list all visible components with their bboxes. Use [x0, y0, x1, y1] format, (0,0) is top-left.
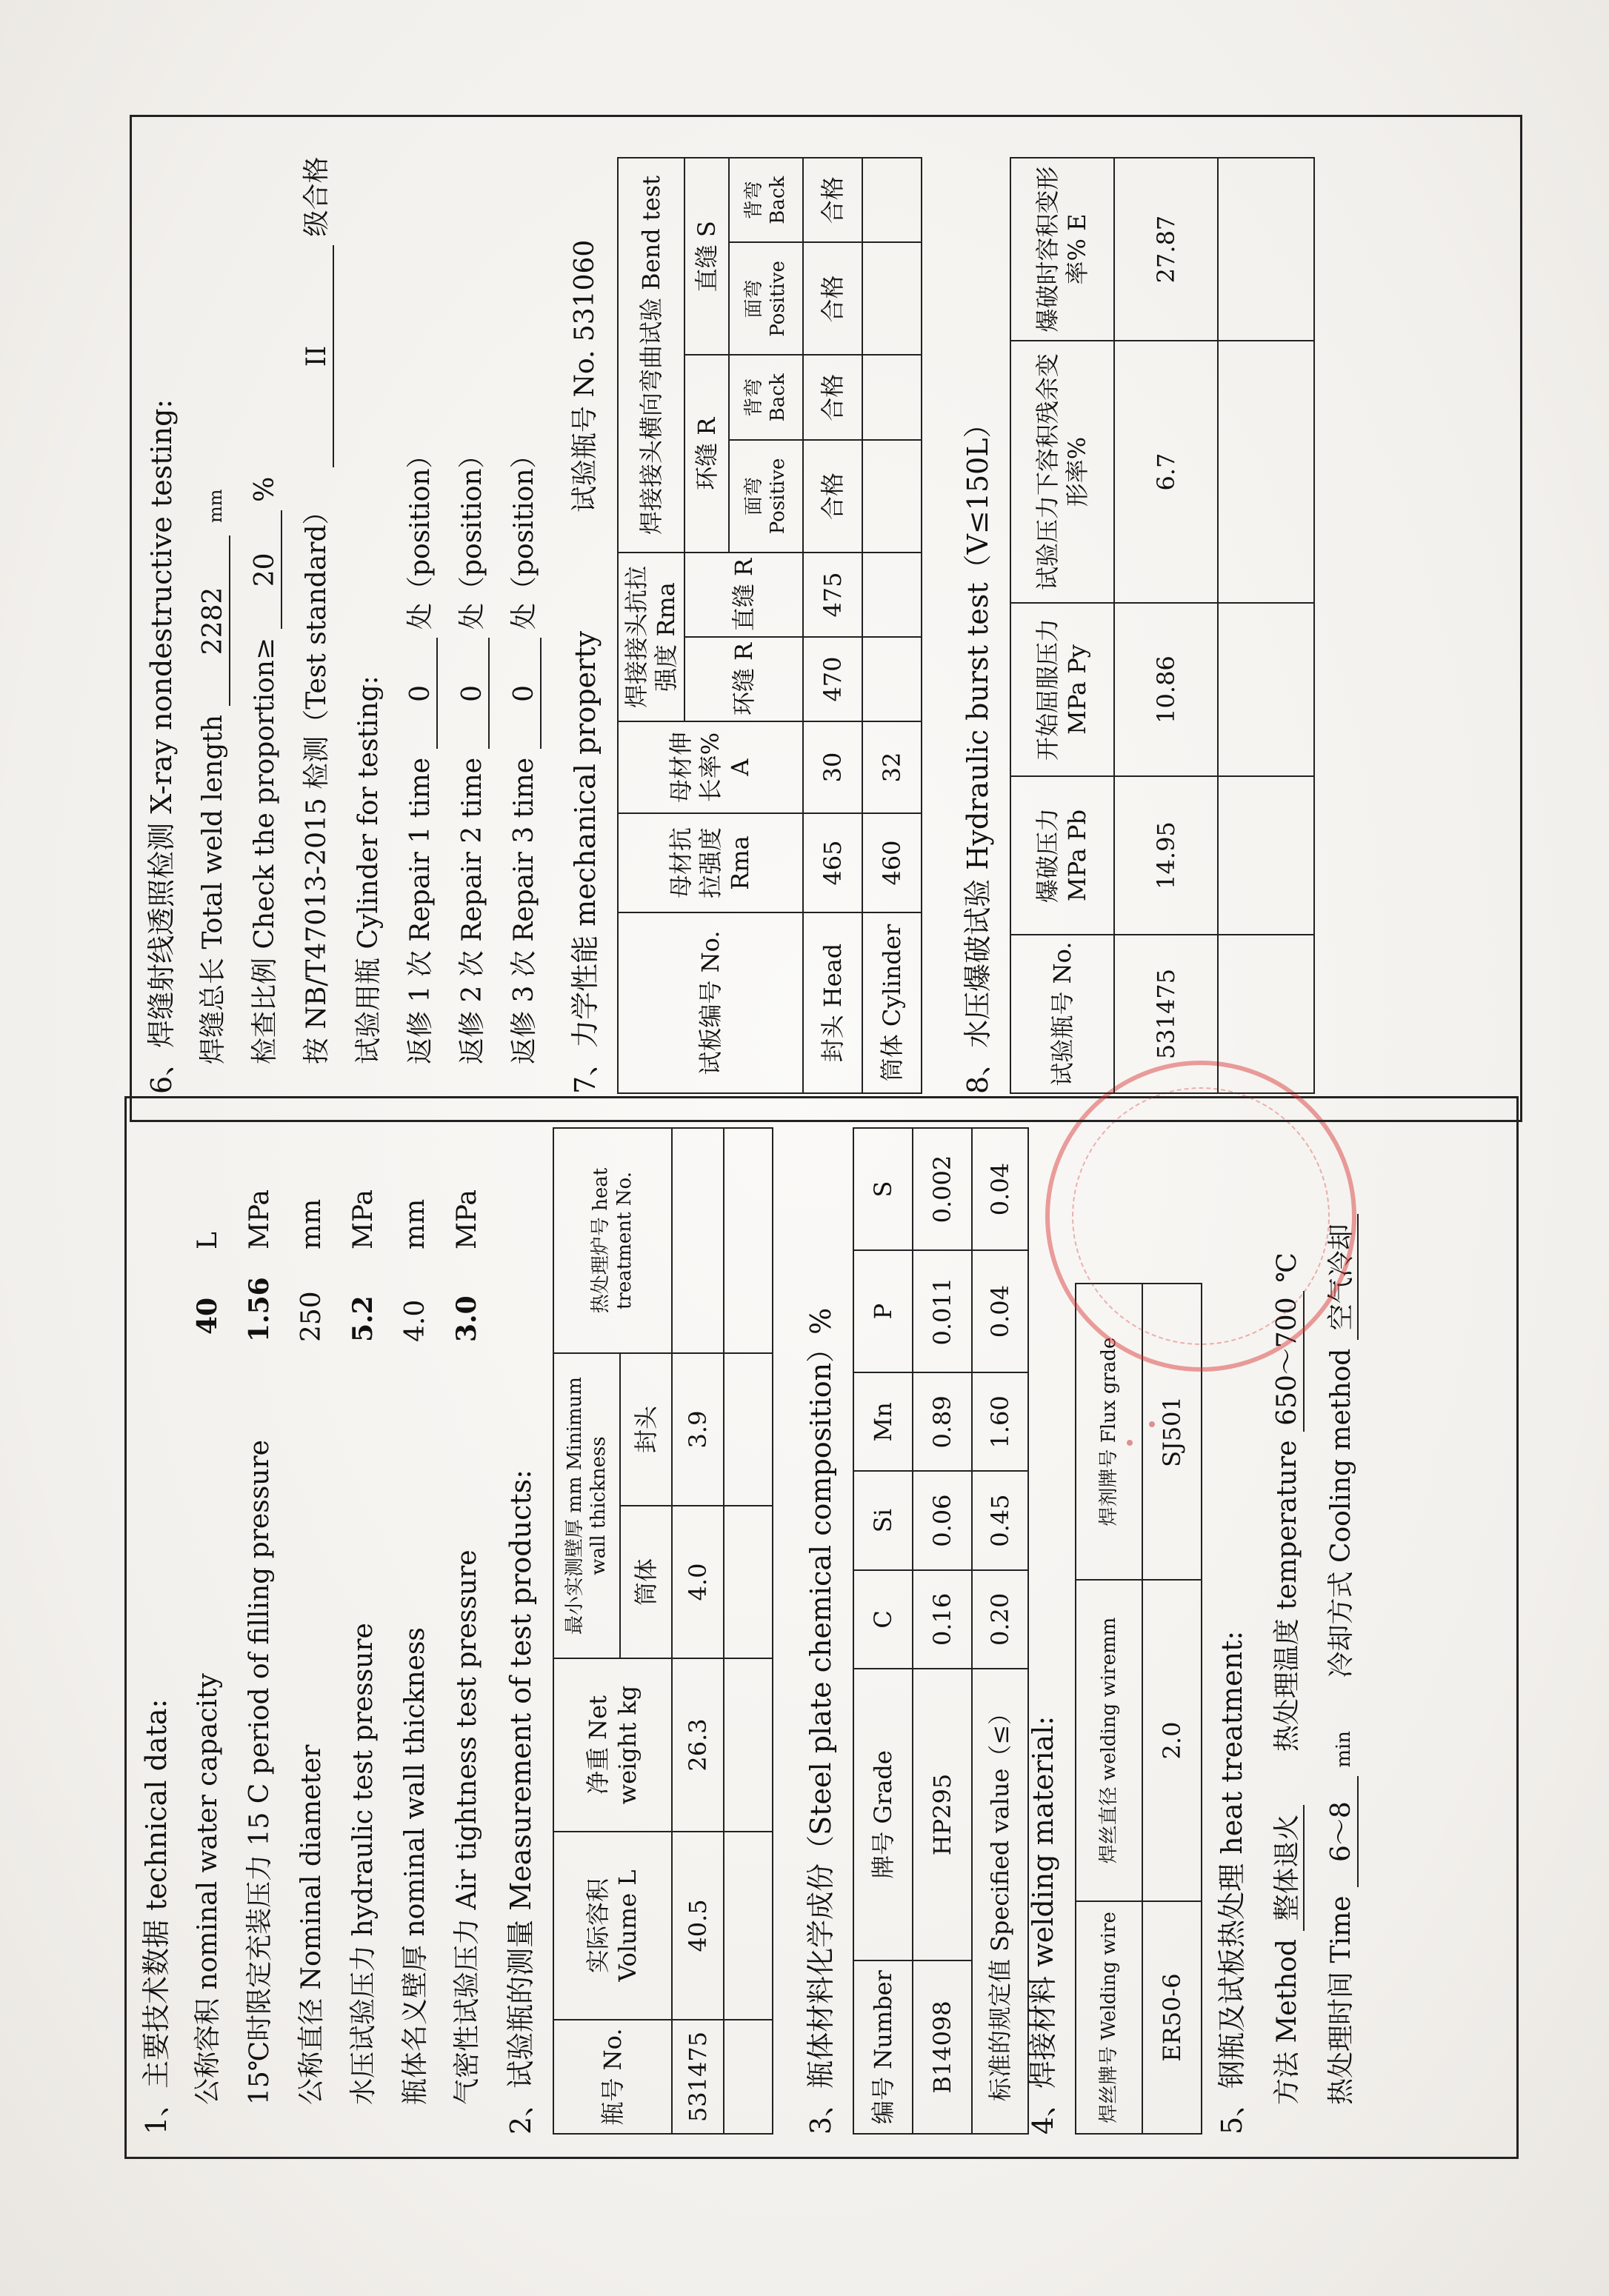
method-label: 方法 Method [1272, 1939, 1302, 2105]
cell-ring-back: 合格 [803, 356, 862, 440]
header-yield-pressure: 开始屈服压力 MPa Py [1010, 603, 1114, 776]
cell-straight-back [862, 158, 922, 242]
repair-label: 返修 2 次 Repair 2 time [457, 757, 487, 1064]
cell-base-tensile: 460 [862, 813, 922, 912]
s1-row-label: 气密性试验压力 Air tightness test pressure [452, 1549, 482, 2105]
cell-straight-back: 合格 [803, 158, 862, 242]
cell-ring-face [862, 440, 922, 553]
header-bend-test: 焊接接头横向弯曲试验 Bend test [618, 158, 684, 553]
s7-title: 7、力学性能 mechanical property [569, 630, 602, 1094]
s6-title: 6、焊缝射线透照检测 X-ray nondestructive testing: [145, 398, 178, 1094]
s1-row-unit: MPa [452, 1189, 482, 1249]
repair-suffix: 处（position） [405, 441, 436, 630]
cell-number: B14098 [913, 1960, 972, 2134]
ratio-label: 检查比例 Check the proportion≥ [250, 637, 280, 1064]
header-flux-grade: 焊剂牌号 Flux grade [1076, 1284, 1142, 1580]
repair-line [456, 441, 490, 1064]
cell-base-tensile: 465 [803, 813, 862, 912]
standard-label: 按 NB/T47013-2015 检测（Test standard） [302, 498, 332, 1064]
header-joint-straight: 直缝 R [684, 553, 803, 637]
header-c: C [853, 1570, 913, 1669]
spec-s: 0.04 [972, 1128, 1028, 1250]
s4-title: 4、焊接材料 welding material: [1027, 1715, 1059, 2135]
cooling-value: 空气冷却 [1325, 1214, 1359, 1340]
s5-time-line [1325, 1214, 1359, 2105]
cell-mn: 0.89 [913, 1372, 972, 1471]
repair-label: 返修 1 次 Repair 1 time [405, 757, 436, 1064]
cell-joint-ring: 470 [803, 637, 862, 721]
repair-value: 0 [456, 638, 490, 749]
time-unit: min [1333, 1730, 1355, 1768]
length-value: 2282 [197, 536, 230, 707]
s1-row-value: 40 [192, 1297, 223, 1335]
cooling-label: 冷却方式 Cooling method [1326, 1348, 1356, 1678]
s1-row-value: 1.56 [244, 1277, 275, 1342]
header-grade: 牌号 Grade [853, 1669, 913, 1960]
s2-title: 2、试验瓶的测量 Measurement of test products: [504, 1469, 537, 2135]
cell-residual-deformation: 6.7 [1114, 341, 1218, 603]
header-volume: 实际容积 Volume L [553, 1832, 672, 2020]
repair-line [508, 441, 542, 1064]
cell-elongation: 30 [803, 721, 862, 813]
mechanical-property-table [617, 157, 922, 1094]
ink-speck [1127, 1440, 1133, 1446]
s5-title: 5、钢瓶及试板热处理 heat treatment: [1216, 1630, 1248, 2135]
measurement-table [553, 1127, 773, 2135]
temp-label: 热处理温度 temperature [1272, 1440, 1302, 1752]
panel-technical-data [124, 1096, 1519, 2159]
header-mn: Mn [853, 1372, 913, 1471]
header-joint-tensile: 焊接接头抗拉强度 Rma [618, 553, 684, 721]
header-burst-pressure: 爆破压力 MPa Pb [1010, 776, 1114, 935]
ratio-value: 20 [249, 510, 282, 629]
header-head: 封头 [620, 1353, 672, 1506]
header-back-bend: 背弯 Back [729, 158, 803, 242]
s1-row-unit: L [193, 1232, 223, 1249]
header-joint-ring: 环缝 R [684, 637, 803, 721]
s1-row-value: 3.0 [451, 1295, 482, 1342]
cell-welding-wire: ER50-6 [1142, 1901, 1202, 2134]
time-label: 热处理时间 Time [1326, 1895, 1356, 2105]
s1-row-label: 15℃时限定充装压力 15 C period of filling pressure [244, 1440, 275, 2105]
repair-value: 0 [508, 638, 542, 749]
header-welding-wire: 焊丝牌号 Welding wire [1076, 1901, 1142, 2134]
header-bend-straight: 直缝 S [684, 158, 729, 356]
cell-burst-pressure: 14.95 [1114, 776, 1218, 935]
s6-length-line [197, 490, 230, 1064]
temp-value: 650～700 [1271, 1291, 1305, 1432]
time-value: 6～8 [1325, 1776, 1359, 1887]
s1-title: 1、主要技术数据 technical data: [140, 1698, 173, 2135]
s7-bottle-label: 试验瓶号 No. 531060 [570, 239, 600, 513]
repair-value: 0 [404, 638, 438, 749]
cell-joint-straight: 475 [803, 553, 862, 637]
standard-value: II [301, 245, 334, 467]
cell-c: 0.16 [913, 1570, 972, 1669]
s8-title: 8、水压爆破试验 Hydraulic burst test（V≤150L） [962, 410, 994, 1094]
repair-suffix: 处（position） [509, 441, 539, 630]
header-wire-diameter: 焊丝直径 welding wiremm [1076, 1580, 1142, 1901]
cell-s: 0.002 [913, 1128, 972, 1250]
s1-row-label: 水压试验压力 hydraulic test pressure [348, 1623, 379, 2105]
repair-line [404, 441, 438, 1064]
spec-si: 0.45 [972, 1471, 1028, 1569]
repair-suffix: 处（position） [457, 441, 487, 630]
header-body: 筒体 [620, 1506, 672, 1658]
s1-row-label: 公称容积 nominal water capacity [193, 1673, 223, 2105]
header-elongation: 母材伸长率% A [618, 721, 803, 813]
cell-no: 531475 [672, 2020, 724, 2134]
cell-joint-ring [862, 637, 922, 721]
panel-test-results [130, 115, 1522, 1122]
s1-row-unit: mm [400, 1198, 430, 1249]
s1-row-unit: MPa [244, 1189, 275, 1249]
spec-mn: 1.60 [972, 1372, 1028, 1471]
s1-row-value: 4.0 [400, 1299, 430, 1342]
ratio-unit: % [250, 476, 280, 502]
cell-si: 0.06 [913, 1471, 972, 1569]
cell-grade: HP295 [913, 1669, 972, 1960]
standard-suffix: 级合格 [302, 156, 332, 237]
header-burst-deformation: 爆破时容积变形率% E [1010, 158, 1114, 341]
cell-joint-straight [862, 553, 922, 637]
cell-elongation: 32 [862, 721, 922, 813]
header-bottle-no: 试验瓶号 No. [1010, 935, 1114, 1093]
cell-straight-face: 合格 [803, 242, 862, 355]
header-bend-ring: 环缝 R [684, 356, 729, 553]
header-back-bend: 背弯 Back [729, 356, 803, 440]
cell-body: 4.0 [672, 1506, 724, 1658]
header-s: S [853, 1128, 913, 1250]
s1-row-value: 250 [296, 1291, 327, 1342]
header-number: 编号 Number [853, 1960, 913, 2134]
cell-flux-grade: SJ501 [1142, 1284, 1202, 1580]
cell-ring-face: 合格 [803, 440, 862, 553]
cell-ring-back [862, 356, 922, 440]
ink-speck [1149, 1421, 1155, 1427]
spec-label: 标准的规定值 Specified value（≤） [972, 1669, 1028, 2134]
s3-title: 3、瓶体材料化学成份（Steel plate chemical composition）% [804, 1307, 837, 2135]
cell-head: 3.9 [672, 1353, 724, 1506]
s6-cylinder-label: 试验用瓶 Cylinder for testing: [353, 675, 384, 1064]
header-heat-treatment: 热处理炉号 heat treatment No. [553, 1128, 672, 1353]
header-base-tensile: 母材抗拉强度 Rma [618, 813, 803, 912]
cell-plate-no: 筒体 Cylinder [862, 912, 922, 1093]
s1-row-label: 瓶体名义壁厚 nominal wall thickness [400, 1627, 430, 2105]
header-p: P [853, 1250, 913, 1372]
header-plate-no: 试板编号 No. [618, 912, 803, 1093]
s1-row-unit: MPa [348, 1189, 379, 1249]
s1-row-label: 公称直径 Nominal diameter [296, 1744, 327, 2105]
s6-standard-line [301, 157, 334, 1064]
spec-c: 0.20 [972, 1570, 1028, 1669]
cell-bottle-no: 531475 [1114, 935, 1218, 1093]
header-face-bend: 面弯 Positive [729, 440, 803, 553]
header-no: 瓶号 No. [553, 2020, 672, 2134]
s1-row-unit: mm [296, 1198, 327, 1249]
header-net-weight: 净重 Net weight kg [553, 1658, 672, 1832]
temp-unit: ℃ [1272, 1252, 1302, 1283]
repair-label: 返修 3 次 Repair 3 time [509, 757, 539, 1064]
length-unit: mm [205, 489, 226, 524]
cell-heat-treatment [672, 1128, 724, 1353]
s5-method-line [1271, 1252, 1305, 2105]
s1-row-value: 5.2 [347, 1295, 379, 1342]
header-face-bend: 面弯 Positive [729, 242, 803, 355]
header-residual-deformation: 试验压力下容积残余变形率% [1010, 341, 1114, 603]
cell-yield-pressure: 10.86 [1114, 603, 1218, 776]
cell-burst-deformation: 27.87 [1114, 158, 1218, 341]
spec-p: 0.04 [972, 1250, 1028, 1372]
method-value: 整体退火 [1271, 1805, 1305, 1931]
header-si: Si [853, 1471, 913, 1569]
cell-straight-face [862, 242, 922, 355]
s6-ratio-line [249, 477, 282, 1064]
chemical-table [853, 1127, 1029, 2135]
length-label: 焊缝总长 Total weld length [198, 714, 228, 1064]
cell-wire-diameter: 2.0 [1142, 1580, 1202, 1901]
header-min-wall: 最小实测壁厚 mm Minimum wall thickness [553, 1353, 620, 1658]
cell-volume: 40.5 [672, 1832, 724, 2020]
cell-net-weight: 26.3 [672, 1658, 724, 1832]
welding-material-table [1075, 1283, 1202, 2135]
cell-plate-no: 封头 Head [803, 912, 862, 1093]
burst-test-table [1010, 157, 1315, 1094]
cell-p: 0.011 [913, 1250, 972, 1372]
